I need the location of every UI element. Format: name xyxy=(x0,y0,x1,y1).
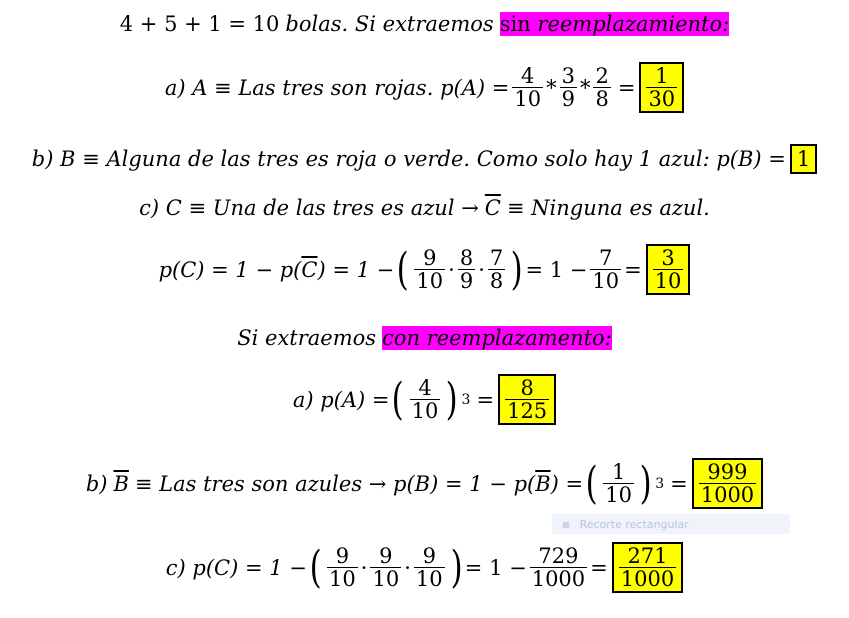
sin-a-label: a) A ≡ Las tres son rojas. p(A) = xyxy=(164,75,510,100)
intro-hl-plain: sin xyxy=(499,12,531,36)
fraction: $\frac{9}{10}$ xyxy=(416,246,444,294)
con-heading: Si extraemos con reemplazamento: xyxy=(237,326,612,350)
fraction: $\frac{7}{8}$ xyxy=(489,246,504,294)
fraction: $\frac{9}{10}$ xyxy=(329,544,356,592)
fraction: $\frac{1}{10}$ xyxy=(605,460,633,508)
fraction: $\frac{8}{9}$ xyxy=(459,246,474,294)
sin-b-line xyxy=(0,144,849,174)
sin-b-label: b) B ≡ Alguna de las tres es roja o verde. Como solo hay 1 azul: p(B) = xyxy=(31,147,786,171)
fraction: $\frac{7}{10}$ xyxy=(592,246,620,294)
intro-line xyxy=(0,12,849,36)
result-box: 1 xyxy=(790,144,817,174)
fraction: $\frac{4}{10}$ xyxy=(514,64,542,112)
sin-c-line: c) C ≡ Una de las tres es azul → $\overline{C}$ ≡ Ninguna es azul. xyxy=(139,196,710,220)
fraction: $\frac{2}{8}$ xyxy=(595,64,609,112)
fraction: $\frac{9}{10}$ xyxy=(415,544,443,592)
result-box: $\frac{1}{30}$ xyxy=(639,62,684,113)
result-box: $\frac{999}{1000}$ xyxy=(692,458,763,509)
result-box: $\frac{8}{125}$ xyxy=(498,374,556,425)
intro-sum: 4 + 5 + 1 = 10 xyxy=(119,12,280,36)
intro-text: bolas. Si extraemos xyxy=(285,12,494,36)
fraction: $\frac{3}{9}$ xyxy=(561,64,575,112)
intro-hl-italic: reemplazamiento: xyxy=(537,12,730,36)
fraction: $\frac{4}{10}$ xyxy=(411,376,439,424)
result-box: $\frac{271}{1000}$ xyxy=(612,542,683,593)
snip-icon: ■ xyxy=(562,519,570,529)
con-b-line: b) $\overline{B}$ ≡ Las tres son azules → p(B) = 1 − p( $\overline{B}$ ) = ( $\frac{1}{10}$ ) 3 = $\frac{999}{1000}$ xyxy=(0,458,849,509)
c-complement: $\overline{C}$ xyxy=(484,196,501,220)
snip-tooltip: ■ Recorte rectangular xyxy=(552,514,790,534)
fraction: $\frac{729}{1000}$ xyxy=(531,544,586,592)
sin-c-calc-line: p(C) = 1 − p( $\overline{C}$ ) = 1 − ( $\frac{9}{10}$ · $\frac{8}{9}$ · $\frac{7}{8}$ ) = 1 − $\frac{7}{10}$ = $\frac{3}{10}$ xyxy=(0,244,849,295)
con-a-line: a) p(A) = ( $\frac{4}{10}$ ) 3 = $\frac{8}{125}$ xyxy=(0,374,849,425)
fraction: $\frac{9}{10}$ xyxy=(372,544,400,592)
intro-highlight xyxy=(500,12,730,36)
con-highlight: con reemplazamento: xyxy=(382,326,612,350)
sin-a-line: a) A ≡ Las tres son rojas. p(A) = $\frac{4}{10}$ * $\frac{3}{9}$ * $\frac{2}{8}$ = $\frac{1}{30}$ xyxy=(0,62,849,113)
con-c-line: c) p(C) = 1 − ( $\frac{9}{10}$ · $\frac{9}{10}$ · $\frac{9}{10}$ ) = 1 − $\frac{729}{1000}$ = $\frac{271}{1000}$ xyxy=(0,542,849,593)
result-box: $\frac{3}{10}$ xyxy=(646,244,691,295)
